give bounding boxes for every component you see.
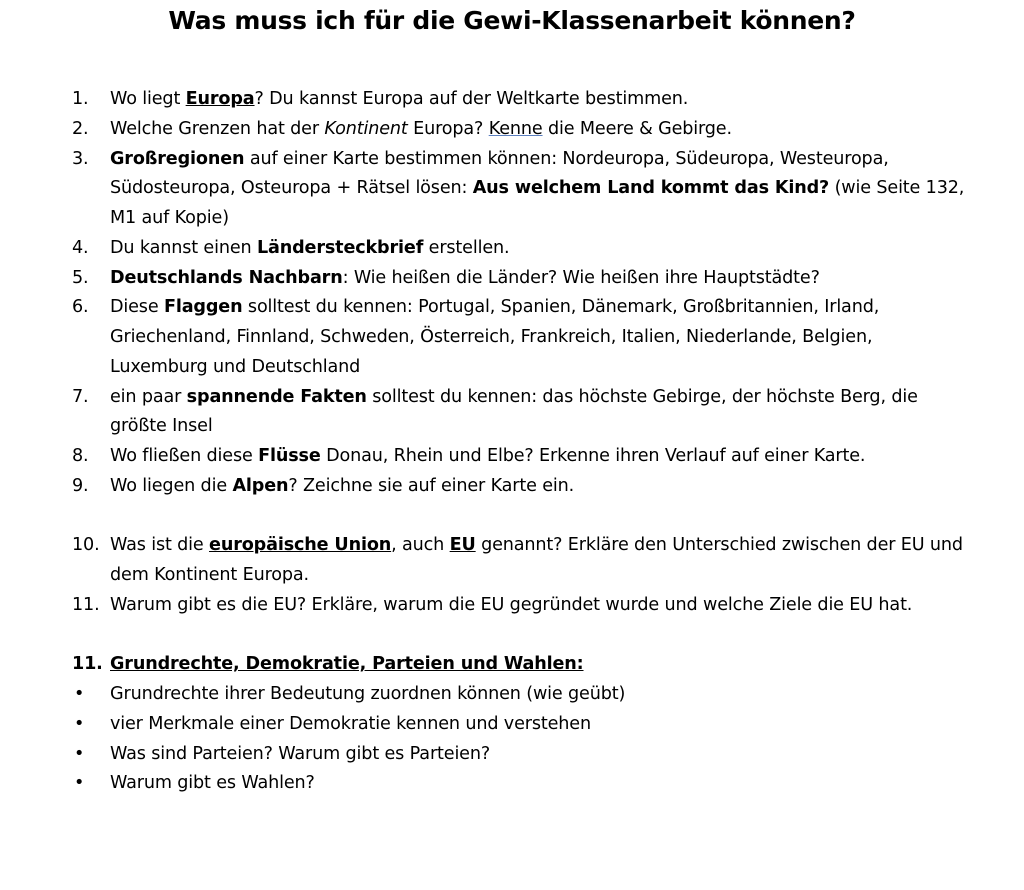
- list-item: [72, 383, 972, 443]
- item-text: Wo liegen die Alpen? Zeichne sie auf einer Karte ein.: [110, 475, 575, 496]
- question-list: [72, 85, 972, 799]
- bullet-text: Grundrechte ihrer Bedeutung zuordnen können (wie geübt): [110, 684, 626, 704]
- list-item: [72, 293, 972, 382]
- item-text: Was ist die europäische Union, auch EU genannt? Erkläre den Unterschied zwischen der EU und dem Kontinent Europa.: [110, 535, 963, 585]
- item-number: 9.: [72, 475, 89, 496]
- list-item: [72, 85, 972, 115]
- list-item: [72, 115, 972, 145]
- list-item: [72, 145, 972, 234]
- item-number: 10.: [72, 535, 100, 556]
- item-number: 8.: [72, 446, 89, 466]
- section-title: Grundrechte, Demokratie, Parteien und Wahlen:: [110, 654, 584, 675]
- bullet-item: [72, 769, 972, 799]
- list-item: [72, 472, 972, 502]
- item-text: Wo fließen diese Flüsse Donau, Rhein und Elbe? Erkenne ihren Verlauf auf einer Karte.: [110, 446, 866, 466]
- spacer: [72, 502, 972, 532]
- item-number: 11.: [72, 594, 100, 615]
- bullet-icon: •: [74, 743, 85, 764]
- emphasis: europäische Union: [209, 535, 392, 556]
- item-text: Deutschlands Nachbarn: Wie heißen die Länder? Wie heißen ihre Hauptstädte?: [110, 267, 820, 288]
- item-text: Großregionen auf einer Karte bestimmen können: Nordeuropa, Südeuropa, Westeuropa, Südosteuropa, Osteuropa + Rätsel lösen: Aus welchem Land kommt das Kind? (wie Seite 132, M1 auf Kopie): [110, 148, 965, 228]
- emphasis: Deutschlands Nachbarn: [110, 267, 343, 288]
- list-item: [72, 531, 972, 591]
- emphasis: Ländersteckbrief: [256, 237, 424, 258]
- bullet-item: [72, 740, 972, 770]
- item-number: 7.: [72, 386, 89, 407]
- bullet-text: Was sind Parteien? Warum gibt es Parteien?: [110, 743, 491, 764]
- item-text: Welche Grenzen hat der Kontinent Europa? Kenne die Meere & Gebirge.: [110, 118, 732, 139]
- item-number: 6.: [72, 297, 89, 318]
- bullet-item: [72, 710, 972, 740]
- item-text: Warum gibt es die EU? Erkläre, warum die EU gegründet wurde und welche Ziele die EU hat.: [110, 594, 913, 615]
- bullet-icon: •: [74, 713, 85, 734]
- emphasis: Europa: [185, 89, 255, 109]
- emphasis: EU: [449, 535, 476, 556]
- emphasis: Flüsse: [258, 446, 321, 466]
- emphasis: Aus welchem Land kommt das Kind?: [472, 178, 830, 199]
- emphasis: Großregionen: [110, 148, 245, 169]
- item-number: 3.: [72, 148, 89, 169]
- item-number: 1.: [72, 89, 89, 109]
- list-item: [72, 591, 972, 621]
- item-text: Du kannst einen Ländersteckbrief erstellen.: [110, 237, 510, 258]
- spellcheck-underline: Kenne: [488, 118, 543, 139]
- bullet-item: [72, 680, 972, 710]
- item-text: Diese Flaggen solltest du kennen: Portugal, Spanien, Dänemark, Großbritannien, Irland, Griechenland, Finnland, Schweden, Österreich, Frankreich, Italien, Niederlande, Belgien, Luxemburg und Deutschland: [110, 297, 880, 377]
- section-number: 11.: [72, 654, 103, 675]
- bullet-icon: •: [74, 773, 85, 794]
- list-item: [72, 442, 972, 472]
- bullet-text: Warum gibt es Wahlen?: [110, 773, 315, 794]
- emphasis: Kontinent: [324, 118, 408, 139]
- section-heading: [72, 650, 972, 680]
- list-item: [72, 264, 972, 294]
- bullet-text: vier Merkmale einer Demokratie kennen und verstehen: [110, 713, 591, 734]
- item-text: Wo liegt Europa? Du kannst Europa auf der Weltkarte bestimmen.: [110, 89, 689, 109]
- emphasis: spannende Fakten: [186, 386, 367, 407]
- spacer: [72, 621, 972, 651]
- document-title: Was muss ich für die Gewi-Klassenarbeit können?: [168, 6, 856, 35]
- item-number: 2.: [72, 118, 89, 139]
- list-item: [72, 234, 972, 264]
- item-number: 5.: [72, 267, 89, 288]
- bullet-icon: •: [74, 684, 85, 704]
- emphasis: Alpen: [232, 475, 289, 496]
- item-text: ein paar spannende Fakten solltest du kennen: das höchste Gebirge, der höchste Berg, die größte Insel: [110, 386, 918, 437]
- emphasis: Flaggen: [163, 297, 243, 318]
- item-number: 4.: [72, 237, 89, 258]
